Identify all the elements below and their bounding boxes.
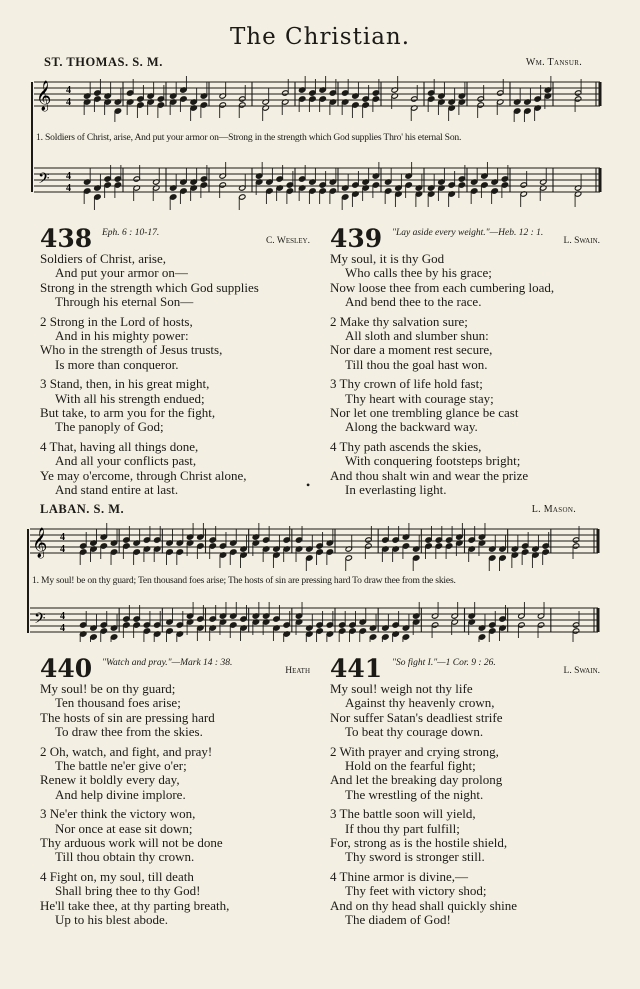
verse: [330, 682, 600, 740]
verse-line: The diadem of God!: [345, 912, 451, 928]
verse: [330, 315, 600, 373]
verse-line: The battle ne'er give o'er;: [55, 758, 187, 774]
verse-line: 2 Make thy salvation sure;: [330, 313, 468, 329]
verse-line: Through his eternal Son—: [55, 294, 194, 310]
verse-line: Hold on the fearful fight;: [345, 758, 476, 774]
verse-line: 3 Thy crown of life hold fast;: [330, 376, 483, 392]
svg-text:𝄢: 𝄢: [34, 610, 46, 631]
verse-line: Soldiers of Christ, arise,: [40, 251, 167, 266]
verse-line: The hosts of sin are pressing hard: [40, 709, 215, 725]
hymn-author: C. Wesley.: [265, 236, 310, 246]
verse: [330, 377, 600, 435]
verse-line: 2 With prayer and crying strong,: [330, 743, 499, 759]
music-staff-st-thomas-treble: [30, 70, 606, 122]
verse-line: To beat thy courage down.: [345, 724, 484, 740]
hymn-440: [40, 654, 310, 933]
verse: [40, 807, 310, 865]
verse-line: And stand entire at last.: [55, 482, 179, 498]
hymn-verses: [40, 252, 310, 498]
verse-line: Who in the strength of Jesus trusts,: [40, 342, 223, 358]
system-brace-st-thomas: [22, 80, 36, 194]
verse-line: And all your conflicts past,: [55, 453, 197, 469]
verse-line: 3 Stand, then, in his great might,: [40, 376, 210, 392]
verse: [40, 682, 310, 740]
verse-line: And on thy head shall quickly shine: [330, 897, 518, 913]
tune-composer-st-thomas: Wm. Tansur.: [525, 57, 582, 68]
verse: [330, 807, 600, 865]
verse-line: The wrestling of the night.: [345, 786, 484, 802]
verse-line: Who calls thee by his grace;: [345, 265, 492, 281]
verse: [40, 745, 310, 803]
hymn-verses: [330, 252, 600, 498]
verse-line: My soul! weigh not thy life: [330, 681, 473, 696]
svg-text:𝄢: 𝄢: [38, 170, 50, 191]
verse-line: Now loose thee from each cumbering load,: [330, 279, 555, 295]
verse-line: With all his strength endued;: [55, 390, 205, 406]
hymn-number: 438: [40, 224, 93, 253]
tune-name-st-thomas: ST. THOMAS. S. M.: [44, 55, 163, 69]
hymn-scripture: "So fight I."—1 Cor. 9 : 26.: [392, 658, 496, 668]
verse-line: But take, to arm you for the fight,: [40, 405, 216, 421]
hymn-439: [330, 224, 600, 503]
hymn-scripture: Eph. 6 : 10-17.: [102, 228, 160, 238]
verse-line: Till thou the goal hast won.: [345, 356, 488, 372]
verse: [330, 440, 600, 498]
hymn-438: [40, 224, 310, 503]
verse-line: Along the backward way.: [345, 419, 478, 435]
lyric-line-st-thomas: 1. Soldiers of Christ, arise, And put your armor on—Strong in the strength which God supplies Thro' his eternal Son.: [36, 132, 462, 143]
svg-text:4: 4: [66, 171, 71, 182]
verse-line: And put your armor on—: [55, 265, 188, 281]
verse: [330, 252, 600, 310]
verse-line: 2 Strong in the Lord of hosts,: [40, 313, 193, 329]
verse-line: If thou thy part fulfill;: [345, 820, 460, 836]
verse-line: Nor once at ease sit down;: [55, 820, 193, 836]
verse-line: Nor let one trembling glance be cast: [330, 405, 519, 421]
verse-line: 4 That, having all things done,: [40, 438, 199, 454]
music-staff-st-thomas-bass: [30, 148, 606, 210]
verse-line: Thy feet with victory shod;: [345, 883, 487, 899]
verse-line: He'll take thee, at thy parting breath,: [40, 897, 230, 913]
hymn-number: 440: [40, 654, 93, 683]
system-brace-laban: [18, 527, 32, 635]
verse-line: Against thy heavenly crown,: [345, 695, 495, 711]
hymn-scripture: "Lay aside every weight."—Heb. 12 : 1.: [392, 228, 544, 238]
hymn-verses: [330, 682, 600, 928]
verse-line: My soul, it is thy God: [330, 251, 445, 266]
verse-line: The panoply of God;: [55, 419, 164, 435]
verse-line: And bend thee to the race.: [345, 294, 482, 310]
verse-line: Up to his blest abode.: [55, 912, 169, 928]
svg-text:4: 4: [60, 532, 65, 543]
tune-composer-laban: L. Mason.: [531, 504, 576, 515]
verse-line: Shall bring thee to thy God!: [55, 883, 201, 899]
verse: [40, 870, 310, 928]
svg-text:4: 4: [66, 97, 71, 108]
svg-text:4: 4: [60, 611, 65, 622]
verse-line: 4 Thine armor is divine,—: [330, 868, 469, 884]
hymn-verses: [40, 682, 310, 928]
svg-text:𝄞: 𝄞: [32, 528, 48, 558]
hymn-author: L. Swain.: [563, 666, 600, 676]
verse-line: 4 Thy path ascends the skies,: [330, 438, 482, 454]
verse-line: Thy heart with courage stay;: [345, 390, 494, 406]
verse-line: Ye may o'ercome, through Christ alone,: [40, 467, 247, 483]
verse-line: All sloth and slumber shun:: [345, 328, 489, 344]
hymn-author: L. Swain.: [563, 236, 600, 246]
verse-line: And thou shalt win and wear the prize: [330, 467, 529, 483]
svg-text:𝄞: 𝄞: [36, 81, 52, 111]
verse-line: Thy arduous work will not be done: [40, 835, 223, 851]
music-staff-laban-treble: [26, 515, 604, 571]
music-staff-laban-bass: [26, 592, 604, 642]
verse-line: 3 Ne'er think the victory won,: [40, 806, 196, 822]
verse-line: Ten thousand foes arise;: [55, 695, 181, 711]
verse: [330, 745, 600, 803]
svg-text:4: 4: [60, 544, 65, 555]
print-mark: •: [306, 478, 311, 492]
verse-line: Till thou obtain thy crown.: [55, 849, 195, 865]
verse-line: In everlasting light.: [345, 482, 447, 498]
hymn-scripture: "Watch and pray."—Mark 14 : 38.: [102, 658, 233, 668]
lyric-line-laban: 1. My soul! be on thy guard; Ten thousand foes arise; The hosts of sin are pressing hard To draw thee from the skies.: [32, 575, 456, 586]
verse-line: For, strong as is the hostile shield,: [330, 835, 508, 851]
verse-line: 2 Oh, watch, and fight, and pray!: [40, 743, 213, 759]
verse-line: And in his mighty power:: [55, 328, 189, 344]
hymn-441: [330, 654, 600, 933]
verse-line: Nor suffer Satan's deadliest strife: [330, 709, 503, 725]
page-title: The Christian.: [229, 24, 411, 50]
verse-line: 4 Fight on, my soul, till death: [40, 868, 194, 884]
verse-line: Strong in the strength which God supplies: [40, 279, 259, 295]
tune-name-laban: LABAN. S. M.: [40, 502, 125, 516]
verse-line: Renew it boldly every day,: [40, 772, 180, 788]
verse: [40, 252, 310, 310]
verse-line: Thy sword is stronger still.: [345, 849, 485, 865]
svg-text:4: 4: [66, 183, 71, 194]
verse-line: With conquering footsteps bright;: [345, 453, 521, 469]
verse-line: My soul! be on thy guard;: [40, 681, 176, 696]
verse-line: And let the breaking day prolong: [330, 772, 503, 788]
verse-line: Nor dare a moment rest secure,: [330, 342, 493, 358]
verse: [40, 440, 310, 498]
hymn-author: Heath: [285, 666, 310, 676]
hymn-number: 439: [330, 224, 383, 253]
svg-text:4: 4: [60, 623, 65, 634]
verse: [330, 870, 600, 928]
hymn-number: 441: [330, 654, 383, 683]
verse: [40, 377, 310, 435]
verse-line: 3 The battle soon will yield,: [330, 806, 476, 822]
verse-line: To draw thee from the skies.: [55, 724, 203, 740]
verse-line: Is more than conqueror.: [55, 356, 179, 372]
svg-text:4: 4: [66, 85, 71, 96]
verse-line: And help divine implore.: [55, 786, 186, 802]
verse: [40, 315, 310, 373]
